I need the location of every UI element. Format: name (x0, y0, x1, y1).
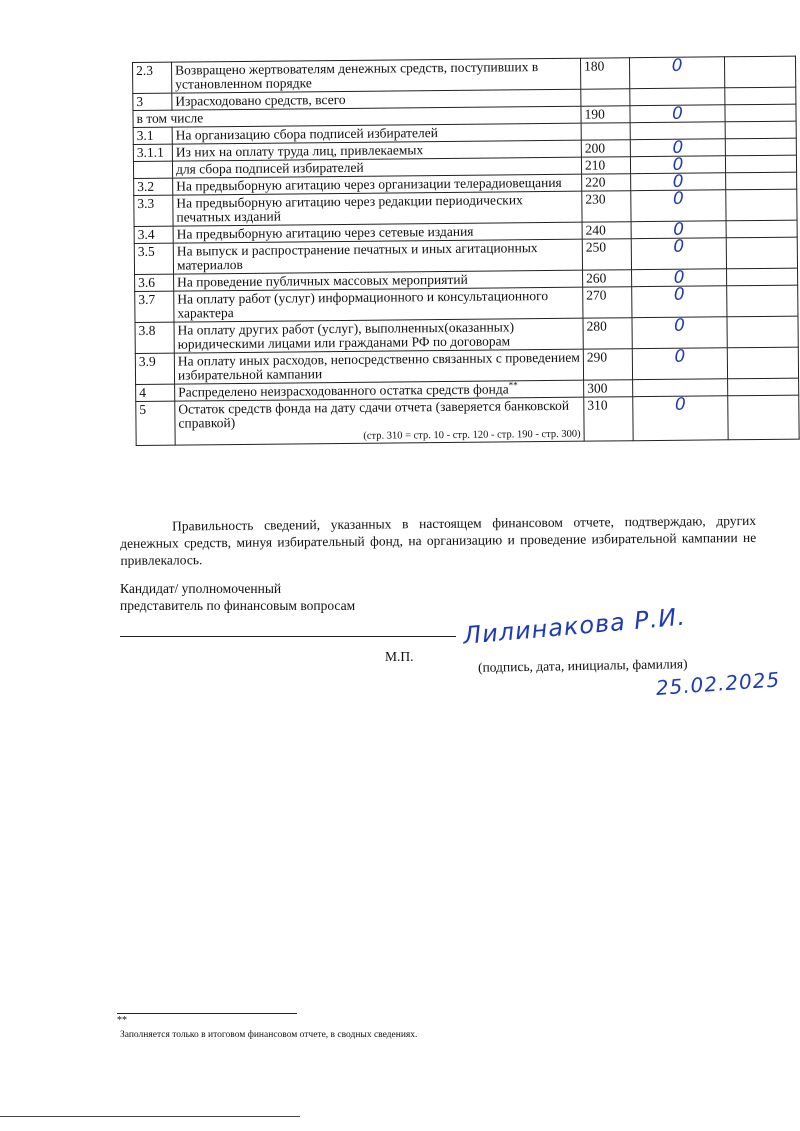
row-amount-handwritten: 0 (633, 396, 728, 441)
stamp-place-label: М.П. (385, 649, 414, 664)
row-empty-cell (726, 189, 797, 221)
row-line-number: 300 (584, 380, 633, 397)
row-description-text: На предвыборную агитацию через организации телерадиовещания (176, 174, 562, 194)
row-code: 3 (133, 93, 172, 110)
row-empty-cell (728, 378, 799, 396)
row-empty-cell (724, 56, 795, 88)
row-empty-cell (727, 347, 798, 379)
row-description-text: На проведение публичных массовых мероприятий (177, 271, 468, 290)
row-code: 3.1 (133, 127, 172, 144)
signer-line-2: представитель по финансовым вопросам (120, 598, 356, 613)
row-amount-handwritten: 0 (630, 156, 725, 174)
row-description-text: Остаток средств фонда на дату сдачи отчета (заверяется банковской справкой) (178, 397, 570, 431)
row-line-number: 200 (581, 140, 630, 157)
signer-block (120, 580, 355, 614)
footnote-reference: ** (508, 379, 518, 390)
row-line-number: 210 (581, 157, 630, 174)
row-empty-cell (725, 121, 796, 139)
row-empty-cell (725, 138, 796, 156)
row-description (173, 191, 582, 226)
row-code: 3.7 (135, 291, 174, 322)
row-description (173, 239, 582, 274)
row-formula-note: (стр. 310 = стр. 10 - стр. 120 - стр. 190 - стр. 300) (363, 428, 581, 442)
footnote-text: Заполняется только в итоговом финансовом отчете, в сводных сведениях. (120, 1030, 418, 1040)
row-description-text: Израсходовано средств, всего (175, 91, 346, 109)
row-line-number: 220 (582, 174, 631, 191)
row-amount-handwritten: 0 (632, 286, 727, 318)
row-code: 4 (136, 384, 175, 401)
row-code: 3.5 (134, 243, 173, 274)
row-description-text: На оплату иных расходов, непосредственно связанных с проведением избирательной кампании (177, 349, 580, 383)
row-description-text: Из них на оплату труда лиц, привлекаемых (175, 142, 424, 160)
finance-report-table (132, 56, 800, 446)
row-line-number: 250 (582, 239, 631, 270)
row-empty-cell (725, 87, 796, 105)
row-amount-handwritten: 0 (632, 269, 727, 287)
row-line-number: 290 (583, 349, 632, 380)
row-code: 3.1.1 (133, 144, 172, 161)
footnote-mark: ** (117, 1015, 127, 1026)
row-description-text: На предвыборную агитацию через сетевые издания (176, 223, 474, 242)
row-line-number: 270 (583, 287, 632, 318)
row-empty-cell (727, 285, 798, 317)
row-line-number: 230 (582, 191, 631, 222)
row-code: 3.2 (134, 178, 173, 195)
row-line-number (581, 89, 630, 106)
row-empty-cell (725, 155, 796, 173)
row-line-number: 260 (583, 270, 632, 287)
row-description (175, 397, 584, 445)
row-amount-handwritten: 0 (631, 173, 726, 191)
row-line-number: 190 (581, 106, 630, 123)
signature-line (120, 636, 456, 637)
row-code: 5 (136, 401, 175, 445)
table-row (136, 395, 799, 445)
row-empty-cell (726, 237, 797, 269)
handwritten-signature: Лилинакова Р.И. (462, 602, 687, 650)
row-description-text: Распределено неизрасходованного остатка средств фонда (178, 381, 509, 400)
row-code: 3.3 (134, 195, 173, 226)
row-code: 3.4 (134, 226, 173, 243)
row-empty-cell (728, 395, 799, 440)
row-span-label: в том числе (133, 106, 581, 127)
signature-caption: (подпись, дата, инициалы, фамилия) (477, 656, 688, 675)
row-description-text: На выпуск и распространение печатных и иных агитационных материалов (176, 240, 538, 273)
row-amount-handwritten: 0 (632, 348, 727, 380)
row-empty-cell (727, 316, 798, 348)
confirmation-paragraph: Правильность сведений, указанных в настоящем финансовом отчете, подтверждаю, других денежных средств, минуя избирательный фонд, на организацию и проведение избирательной кампании не привлекалось. (120, 512, 757, 568)
finance-report-body (133, 56, 800, 445)
row-description-text: для сбора подписей избирателей (175, 159, 364, 177)
signer-line-1: Кандидат/ уполномоченный (120, 581, 282, 596)
row-description-text: На предвыборную агитацию через редакции периодических печатных изданий (176, 192, 523, 225)
row-line-number: 310 (584, 397, 633, 441)
row-amount-handwritten: 0 (629, 57, 724, 89)
row-empty-cell (727, 268, 798, 286)
row-description (174, 287, 583, 322)
row-amount-handwritten: 0 (631, 190, 726, 222)
row-line-number: 280 (583, 318, 632, 349)
handwritten-date: 25.02.2025 (655, 667, 781, 700)
row-code (133, 161, 172, 178)
row-amount-handwritten: 0 (632, 317, 727, 349)
row-line-number: 240 (582, 222, 631, 239)
row-description-text: На оплату работ (услуг) информационного и консультационного характера (177, 288, 549, 321)
row-code: 3.8 (135, 322, 174, 353)
row-description (172, 58, 581, 93)
row-empty-cell (726, 220, 797, 238)
row-amount-handwritten: 0 (631, 238, 726, 270)
row-empty-cell (726, 172, 797, 190)
row-code: 3.9 (135, 353, 174, 384)
row-amount-handwritten: 0 (630, 105, 725, 123)
row-code: 2.3 (133, 62, 172, 93)
row-line-number (581, 123, 630, 140)
row-amount-handwritten: 0 (631, 221, 726, 239)
row-description-text: Возвращено жертвователям денежных средств, поступивших в установленном порядке (175, 59, 539, 92)
footnote-divider (117, 1013, 297, 1014)
row-description (174, 318, 583, 353)
row-code: 3.6 (135, 274, 174, 291)
row-empty-cell (725, 104, 796, 122)
row-description-text: На оплату других работ (услуг), выполненных(оказанных) юридическими лицами или гражданами РФ по договорам (177, 319, 515, 352)
row-description-text: На организацию сбора подписей избирателей (175, 125, 439, 143)
row-line-number: 180 (580, 58, 629, 89)
row-description (174, 349, 583, 384)
row-amount-handwritten: 0 (630, 139, 725, 157)
scan-edge-line (0, 1116, 300, 1117)
